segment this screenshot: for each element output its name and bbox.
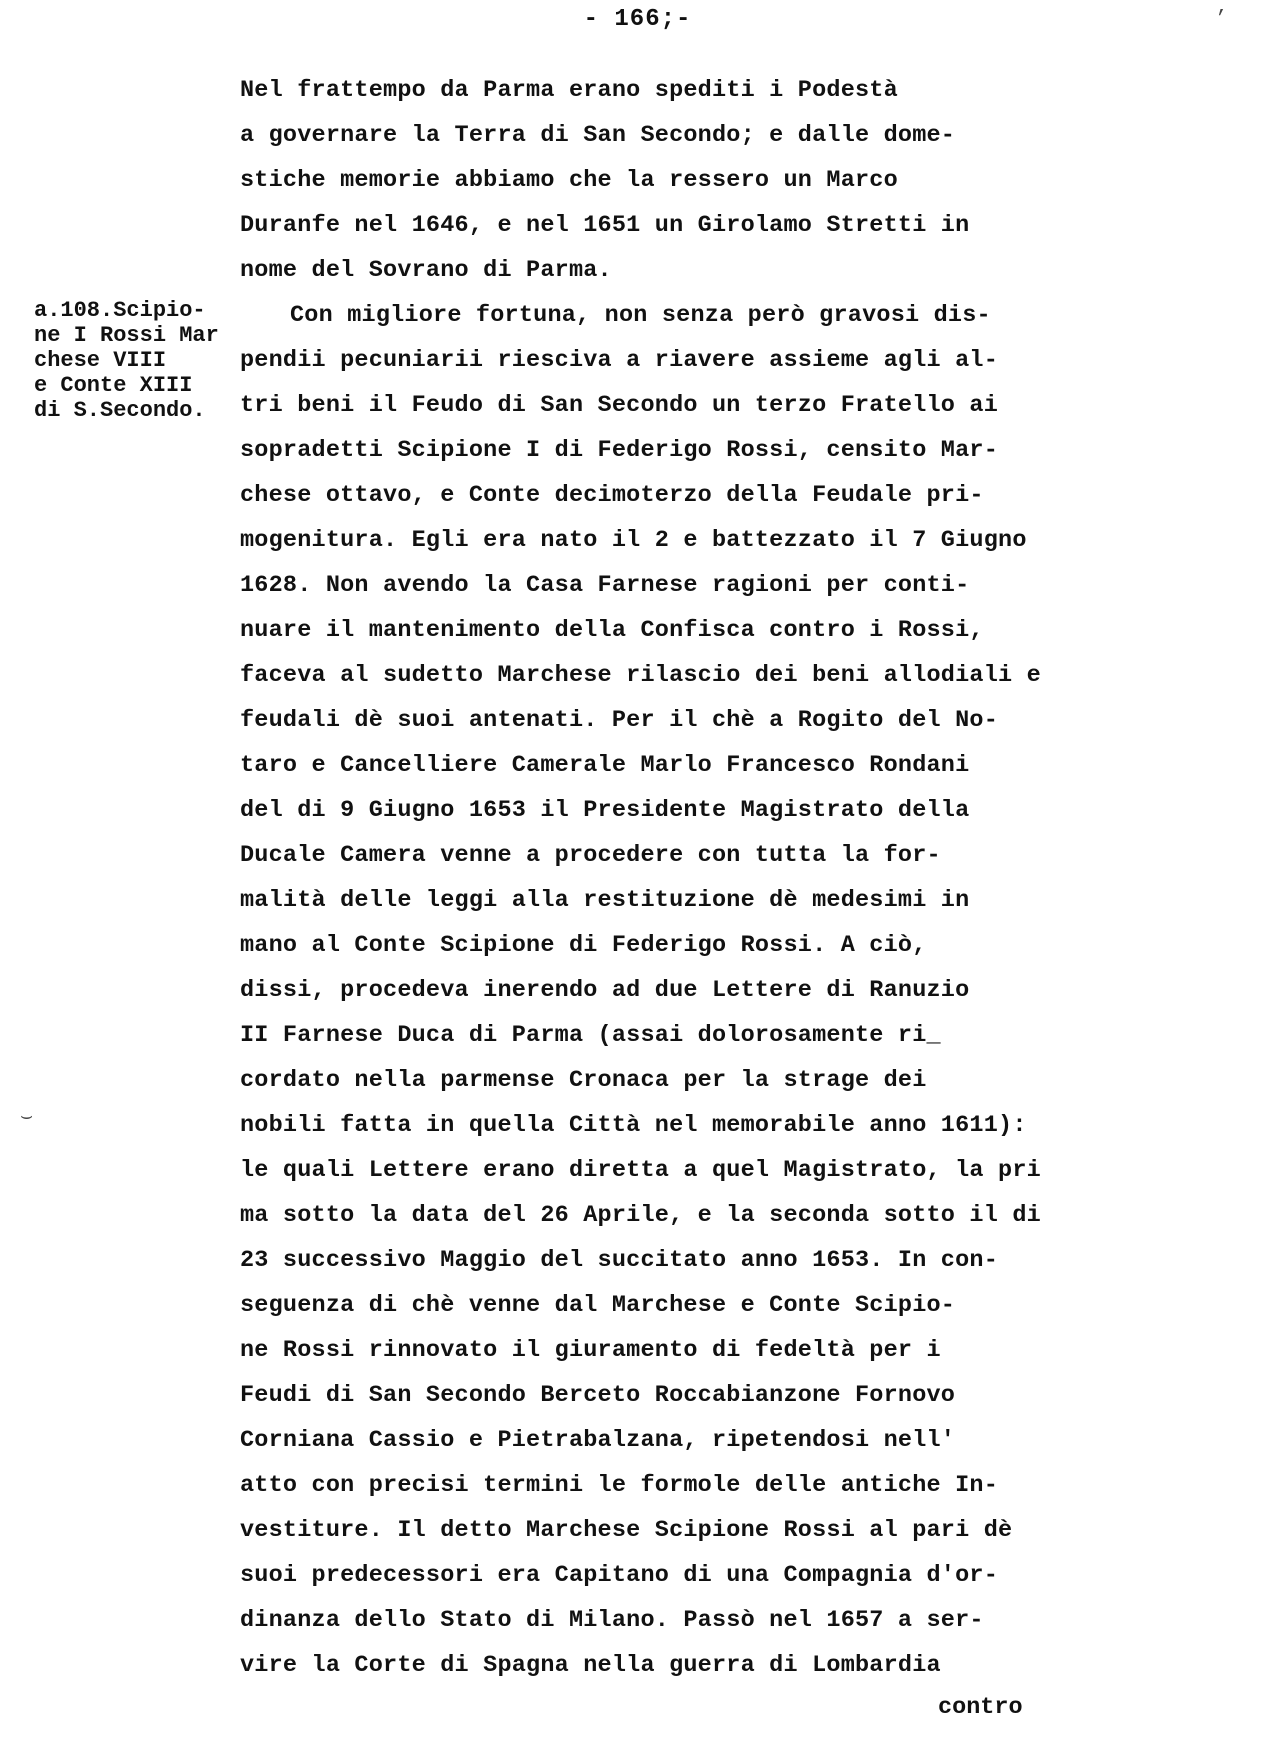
text-line: del di 9 Giugno 1653 il Presidente Magistrato della	[240, 797, 970, 824]
margin-note-line: chese VIII	[34, 348, 167, 373]
page-number: - 166;-	[583, 6, 692, 33]
text-line: nuare il mantenimento della Confisca contro i Rossi,	[240, 617, 984, 644]
text-line: vire la Corte di Spagna nella guerra di Lombardia	[240, 1652, 941, 1679]
text-line: dissi, procedeva inerendo ad due Lettere di Ranuzio	[240, 977, 970, 1004]
text-line: pendii pecuniarii riesciva a riavere assieme agli al-	[240, 347, 999, 374]
body-text	[240, 68, 1240, 1688]
text-line: le quali Lettere erano diretta a quel Magistrato, la pri	[240, 1157, 1041, 1184]
text-line: dinanza dello Stato di Milano. Passò nel 1657 a ser-	[240, 1607, 984, 1634]
text-line: taro e Cancelliere Camerale Marlo Francesco Rondani	[240, 752, 970, 779]
text-line: malità delle leggi alla restituzione dè medesimi in	[240, 887, 970, 914]
text-line: atto con precisi termini le formole delle antiche In-	[240, 1472, 999, 1499]
text-line: Feudi di San Secondo Berceto Roccabianzone Fornovo	[240, 1382, 956, 1409]
scan-artifact-mark: ⌣	[20, 1106, 34, 1129]
text-line: a governare la Terra di San Secondo; e dalle dome-	[240, 122, 956, 149]
margin-note-line: ne I Rossi Mar	[34, 323, 219, 348]
text-line: faceva al sudetto Marchese rilascio dei beni allodiali e	[240, 662, 1041, 689]
text-line: Ducale Camera venne a procedere con tutta la for-	[240, 842, 941, 869]
text-line: chese ottavo, e Conte decimoterzo della Feudale pri-	[240, 482, 984, 509]
text-line: seguenza di chè venne dal Marchese e Conte Scipio-	[240, 1292, 956, 1319]
text-line: Nel frattempo da Parma erano spediti i Podestà	[240, 77, 898, 104]
catchword: contro	[938, 1694, 1023, 1721]
text-line: 1628. Non avendo la Casa Farnese ragioni per conti-	[240, 572, 970, 599]
text-line: stiche memorie abbiamo che la ressero un Marco	[240, 167, 898, 194]
text-line: ne Rossi rinnovato il giuramento di fedeltà per i	[240, 1337, 941, 1364]
text-line: Con migliore fortuna, non senza però gravosi dis-	[290, 302, 991, 329]
text-line: nome del Sovrano di Parma.	[240, 257, 612, 284]
text-line: nobili fatta in quella Città nel memorabile anno 1611):	[240, 1112, 1027, 1139]
text-line: mogenitura. Egli era nato il 2 e battezzato il 7 Giugno	[240, 527, 1027, 554]
scan-artifact-mark: ’	[1215, 8, 1228, 31]
text-line: Duranfe nel 1646, e nel 1651 un Girolamo Stretti in	[240, 212, 970, 239]
text-line: ma sotto la data del 26 Aprile, e la seconda sotto il di	[240, 1202, 1041, 1229]
text-line: II Farnese Duca di Parma (assai dolorosamente ri_	[240, 1022, 941, 1049]
margin-note-line: e Conte XIII	[34, 373, 193, 398]
text-line: sopradetti Scipione I di Federigo Rossi, censito Mar-	[240, 437, 999, 464]
margin-note-line: di S.Secondo.	[34, 398, 206, 423]
text-line: feudali dè suoi antenati. Per il chè a Rogito del No-	[240, 707, 999, 734]
text-line: 23 successivo Maggio del succitato anno 1653. In con-	[240, 1247, 999, 1274]
margin-note-line: a.108.Scipio-	[34, 298, 206, 323]
text-line: Corniana Cassio e Pietrabalzana, ripetendosi nell'	[240, 1427, 956, 1454]
text-line: tri beni il Feudo di San Secondo un terzo Fratello ai	[240, 392, 999, 419]
text-line: suoi predecessori era Capitano di una Compagnia d'or-	[240, 1562, 999, 1589]
text-line: cordato nella parmense Cronaca per la strage dei	[240, 1067, 927, 1094]
text-line: mano al Conte Scipione di Federigo Rossi. A ciò,	[240, 932, 927, 959]
margin-note	[34, 298, 264, 423]
text-line: vestiture. Il detto Marchese Scipione Rossi al pari dè	[240, 1517, 1013, 1544]
